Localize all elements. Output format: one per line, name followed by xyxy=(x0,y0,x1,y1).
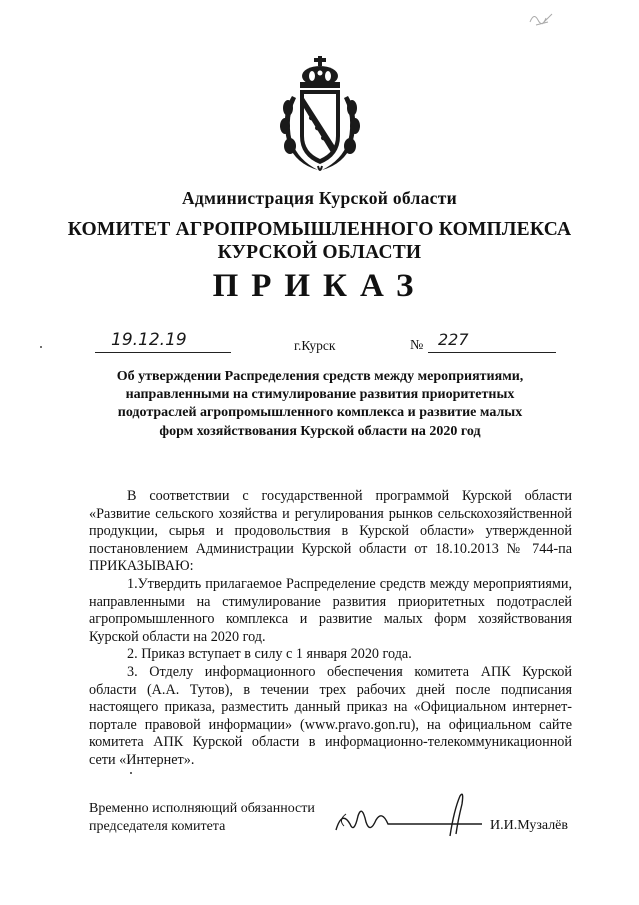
margin-dot xyxy=(40,346,42,348)
handwritten-signature-icon xyxy=(332,790,492,840)
body-preamble: В соответствии с государственной программой Курской области «Развитие сельского хозяйства и регулирования рынков сельскохозяйственной продукции, сырья и продовольствия в Курской области» утвержденной постановлением Администрации Курской области от 18.10.2013 № 744-па ПРИКАЗЫВАЮ: xyxy=(89,488,572,575)
coat-of-arms-icon xyxy=(278,56,362,176)
date-field xyxy=(95,330,231,353)
scribble-mark-icon xyxy=(528,10,554,28)
handwritten-number: 227 xyxy=(438,330,469,349)
signatory-position xyxy=(89,800,315,836)
body-item-2: 2. Приказ вступает в силу с 1 января 2020 года. xyxy=(127,646,412,663)
signatory-name: И.И.Музалёв xyxy=(490,818,568,833)
number-field xyxy=(428,330,556,353)
administration-name: Администрация Курской области xyxy=(181,188,458,208)
order-body xyxy=(89,488,572,770)
city-label: г.Курск xyxy=(294,338,336,353)
stray-dot xyxy=(130,772,132,774)
number-label: № xyxy=(410,338,424,353)
body-item-1: 1.Утвердить прилагаемое Распределение средств между мероприятиями, направленными на стимулирование развития приоритетных подотраслей агропромышленного комплекса и развитие малых форм хозяйствования Курской области на 2020 год. xyxy=(89,575,572,645)
body-item-3: 3. Отделу информационного обеспечения комитета АПК Курской области (А.А. Тутов), в течении трех рабочих дней после подписания настоящего приказа, разместить данный приказ на «Официальном интернет-портале правовой информации» (www.pravo.gon.ru), на официальном сайте комитета АПК Курской области в информационно-телекоммуникационной сети «Интернет». xyxy=(89,663,572,768)
committee-name-line1: КОМИТЕТ АГРОПРОМЫШЛЕННОГО КОМПЛЕКСА xyxy=(67,219,572,240)
signatory-position-line1: Временно исполняющий обязанности xyxy=(89,801,315,816)
order-subject: Об утверждении Распределения средств между мероприятиями, направленными на стимулирование развития приоритетных подотраслей агропромышленного комплекса и развитие малых форм хозяйствования Курской области на 2020 год xyxy=(116,369,524,439)
committee-name-line2: КУРСКОЙ ОБЛАСТИ xyxy=(217,242,422,263)
committee-name xyxy=(0,218,639,264)
handwritten-date: 19.12.19 xyxy=(111,330,187,350)
signatory-position-line2: председателя комитета xyxy=(89,819,226,834)
order-title: ПРИКАЗ xyxy=(212,268,427,304)
